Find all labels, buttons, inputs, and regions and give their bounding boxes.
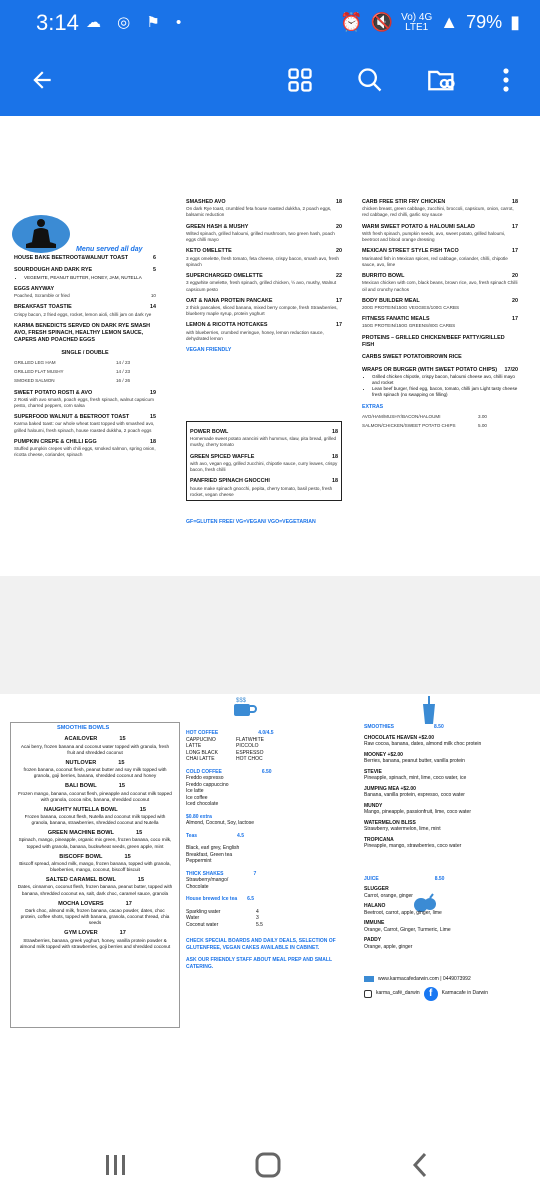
menu-item-description	[186, 231, 342, 243]
thick-shakes-items: Strawberry/mango/ Chocolate	[186, 877, 229, 890]
status-bar	[0, 0, 540, 44]
juice-name: HALANO	[364, 903, 386, 909]
menu-item-title	[14, 323, 156, 345]
bowl-description: frozen banana, coconut flesh, peanut butter and soy milk topped with granola, goji berries, banana, shredded coconut and honey	[23, 767, 167, 779]
menu-item-price: 20	[336, 223, 342, 230]
back-chevron-icon	[411, 1152, 429, 1178]
smoothies-price: 8.50	[434, 724, 444, 730]
bowl-title	[17, 877, 173, 884]
section-heading: EXTRAS	[362, 403, 384, 410]
menu-row-price: 5.00	[478, 422, 487, 428]
search-button[interactable]	[350, 60, 390, 100]
description-text: house make spinach gnocchi, pepita, cherry tomato, basil pesto, fresh rocket, vegan cheese	[190, 485, 333, 497]
menu-item-title	[186, 224, 342, 231]
home-icon	[255, 1152, 281, 1178]
bowl-description: Biscoff spread, almond milk, mango, frozen banana, topped with granola, blueberries, mango, coconut, biscoff biscuit	[19, 860, 171, 873]
teas-price: 4.5	[237, 832, 244, 839]
menu-item-price: 18	[332, 478, 338, 485]
menu-item-title	[362, 298, 518, 305]
menu-item-description	[190, 436, 338, 448]
app-bar	[0, 44, 540, 116]
bowl-name: NUTLOVER	[65, 759, 97, 766]
water-price: 3	[256, 915, 259, 921]
hot-coffee-list	[186, 737, 356, 763]
menu-item-title	[362, 354, 518, 361]
menu-item-name: KARMA BENEDICTS SERVED ON DARK RYE SMASH AVO, FRESH SPINACH, HEALTHY LEMON SAUCE, CAPERS AND POACHED EGGS	[14, 322, 151, 344]
description-text: 2 thick pancakes, sliced banana, mixed berry compote, fresh Strawberries, blueberry maple syrup, protein yoghurt	[186, 304, 338, 317]
recent-apps-icon	[104, 1154, 128, 1176]
menu-row-name: AVO/HAM/MUSHY/BACON/HALOUMI	[362, 413, 441, 419]
menu-item-description	[14, 421, 156, 433]
menu-item-price: 14	[150, 304, 156, 311]
instagram-handle: karma_café_darwin	[376, 990, 420, 997]
signal-icon: ▲	[440, 12, 459, 32]
menu-bullet-list	[362, 386, 518, 398]
menu-item-description	[186, 280, 342, 292]
menu-item-description	[362, 206, 518, 218]
menu-item-description	[186, 206, 342, 218]
menu-item-description	[14, 446, 156, 458]
status-time: 3:14	[36, 10, 79, 35]
menu-row-name: SMOKED SALMON	[14, 378, 55, 384]
bowl-description: Acai berry, frozen banana and coconut water topped with granola, fresh fruit and shredded coconut	[20, 743, 170, 755]
teas-items: Black, earl grey, English Breakfast, Green tea Peppermint	[186, 845, 240, 864]
menu-item-description	[186, 256, 342, 268]
menu-item-title	[14, 286, 156, 293]
bowl-description: Dark choc, almond milk, frozen banana, cacao powder, dates, choc protein, coffee shots, topped with banana, granola, coconut thread, chia seeds	[20, 907, 170, 926]
menu-item-price: 22	[336, 273, 342, 280]
svg-text:$$$: $$$	[236, 698, 247, 704]
cold-coffee-list	[186, 775, 356, 808]
bowl-title	[17, 830, 173, 837]
menu-item-description	[190, 486, 338, 498]
grid-icon	[286, 66, 314, 94]
menu-item-title	[362, 335, 518, 350]
menu-item-price: 17	[512, 248, 518, 255]
page-gap	[0, 576, 540, 694]
smoothie-name: TROPICANA	[364, 836, 394, 843]
bowl-title	[17, 930, 173, 937]
juice-description: Orange, apple, ginger	[364, 943, 413, 950]
menu-item-price: 6	[153, 255, 156, 261]
menu-item-price: 17	[336, 322, 342, 329]
menu-price-row	[14, 360, 156, 366]
recent-apps-button[interactable]	[94, 1150, 138, 1180]
menu-item-price: 18	[512, 199, 518, 205]
menu-item-price: 18	[150, 438, 156, 445]
document-viewer[interactable]	[0, 116, 540, 1128]
menu-item-description	[14, 397, 156, 409]
menu-item-name: PROTEINS – GRILLED CHICKEN/BEEF PATTY/GRILLED FISH	[362, 334, 505, 348]
menu-item-description	[186, 330, 342, 342]
smoothies-juice-column	[364, 724, 504, 1001]
menu-item-description	[190, 461, 338, 473]
description-text: Poached, Scramble or fried	[14, 293, 70, 299]
menu-item-price: 18	[336, 199, 342, 205]
bowl-title	[17, 736, 173, 743]
menu-item-title	[186, 248, 342, 255]
water-price: 4	[256, 908, 259, 915]
menu-row-price: 16 / 26	[116, 378, 131, 384]
juice-list	[364, 886, 504, 950]
description-text: 3 eggwhite omelette, fresh spinach, grilled chicken, ½ avo, mushy, Walnut capsicum pesto	[186, 280, 337, 292]
juice-description: Carrot, orange, ginger	[364, 892, 413, 899]
description-text: 2 Rosti with avo smash, poach eggs, fresh spinach, walnut capsicum pesto, charred peppers, corn salsa	[14, 396, 154, 408]
description-text: Karma baked toast: our whole wheat toast topped with smashed avo, grilled haloumi, fresh spinach, house roasted dukkha, 2 poach eggs	[14, 421, 155, 433]
menu-page-1	[0, 194, 540, 574]
battery-icon: ▮	[510, 12, 520, 32]
smoothie-description: Pineapple, spinach, mint, lime, coco water, ice	[364, 775, 467, 781]
menu-row-name: GRILLED FLAT MUSHY	[14, 369, 64, 375]
menu-item-name: LEMON & RICOTTA HOTCAKES	[186, 322, 268, 329]
menu-item-title	[362, 224, 518, 231]
menu-item-name: WARM SWEET POTATO & HALOUMI SALAD	[362, 223, 475, 230]
menu-item-title	[190, 429, 338, 436]
hot-coffee-title: HOT COFFEE	[186, 730, 219, 736]
menu-item-description	[14, 293, 156, 299]
menu-item-name: GREEN SPICED WAFFLE	[190, 453, 255, 460]
social-line	[364, 987, 504, 1001]
bowl-name: BISCOFF BOWL	[59, 853, 103, 860]
hot-coffee-item: ESPRESSO	[236, 749, 264, 756]
description-text: Wilted spinach, grilled haloumi, grilled mushroom, two green hash, poach eggs chilli mayo	[186, 230, 335, 243]
bowl-title	[17, 783, 173, 790]
smoothie-description: Strawberry, watermelon, lime, mint	[364, 826, 441, 832]
juice-description: Beetroot, carrot, apple, ginger, lime	[364, 909, 442, 916]
bowl-name: NAUGHTY NUTELLA BOWL	[44, 806, 118, 813]
menu-bullet: • VEGEMITE, PEANUT BUTTER, HONEY, JAM, NUTELLA	[24, 275, 156, 281]
menu-item-name: BURRITO BOWL	[362, 273, 405, 280]
menu-column-left	[14, 250, 156, 459]
smoothie-bowls-box	[10, 722, 180, 1028]
menu-item-name: SUPERFOOD WALNUT & BEETROOT TOAST	[14, 414, 130, 421]
extra-milk-title: $0.80 extra	[186, 813, 212, 820]
menu-item-name: CARBS SWEET POTATO/BROWN RICE	[362, 354, 462, 361]
smoothie-bowls-title: SMOOTHIE BOWLS	[57, 725, 110, 731]
description-text: 150G PROTEIN/150G GREENS/80G CARBS	[362, 323, 456, 329]
menu-page-2	[0, 694, 540, 1094]
menu-item-name: HOUSE BAKE BEETROOT&WALNUT TOAST	[14, 255, 129, 261]
description-text: On dark Rye toast, crumbled feta house roasted dukkha, 2 poach eggs, balsamic reduction	[186, 206, 332, 218]
juice-price: 8.50	[434, 875, 445, 882]
menu-item-name: POWER BOWL	[190, 429, 229, 435]
menu-item-title	[14, 414, 156, 421]
alarm-icon: ⏰	[340, 12, 363, 32]
menu-item-title	[362, 248, 518, 255]
bowl-title	[17, 854, 173, 861]
menu-subheading: SINGLE / DOUBLE	[61, 349, 109, 356]
smoothie-description: Berries, banana, peanut butter, vanilla protein	[364, 758, 465, 764]
back-arrow-icon	[29, 67, 55, 93]
menu-item-title	[186, 199, 342, 206]
water-list	[186, 909, 356, 929]
hot-coffee-item: HOT CHOC	[236, 756, 263, 762]
menu-bullet-list	[14, 275, 156, 281]
menu-item-name: PANFRIED SPINACH GNOCCHI	[190, 478, 270, 485]
back-nav-button[interactable]	[398, 1150, 442, 1180]
smoothie-list	[364, 735, 504, 850]
menu-item-name: BREAKFAST TOASTIE	[14, 304, 72, 311]
menu-item-price: 19	[150, 389, 156, 396]
smoothie-description: Mango, pineapple, passionfruit, lime, coco water	[364, 809, 472, 815]
bowl-price: 15	[118, 759, 125, 766]
buddha-logo-icon	[12, 214, 70, 254]
facebook-icon: f	[424, 987, 438, 1001]
bowl-name: SALTED CARAMEL BOWL	[45, 877, 116, 884]
juice-name: SLUGGER	[364, 886, 389, 892]
menu-item-title	[14, 255, 156, 262]
bowl-price: 17	[119, 930, 126, 937]
smoothie-description: Pineapple, mango, strawberries, coco water	[364, 843, 462, 849]
menu-item-price: 17	[336, 297, 342, 304]
menu-row-name: SALMON/CHICKEN/SWEET POTATO CHIPS	[362, 422, 456, 428]
grid-view-button[interactable]	[280, 60, 320, 100]
cold-coffee-price: 6.50	[261, 768, 272, 775]
menu-item-price: 17	[512, 316, 518, 323]
drinks-column	[186, 724, 356, 970]
bowl-price: 15	[135, 830, 143, 837]
iced-tea-title: House brewed Ice tea	[186, 896, 238, 902]
website-text: www.karmacafedarwin.com | 0449073992	[378, 976, 471, 982]
menu-item-name: MEXICAN STREET STYLE FISH TACO	[362, 248, 459, 255]
bowl-name: ACAILOVER	[64, 736, 98, 743]
menu-item-name: OAT & NANA PROTEIN PANCAKE	[186, 297, 273, 304]
water-name: Sparkling water	[186, 908, 221, 915]
hot-coffee-price: 4.0/4.5	[258, 730, 274, 736]
menu-column-middle	[186, 194, 342, 354]
thick-shakes-price: 7	[253, 870, 257, 877]
bowl-price: 15	[124, 853, 131, 860]
juice-description: Orange, Carrot, Ginger, Turmeric, Lime	[364, 926, 451, 933]
menu-item-name: SUPERCHARGED OMELETTE	[186, 273, 263, 280]
bowl-name: GYM LOVER	[64, 930, 98, 937]
smoothie-cup-icon	[420, 696, 438, 726]
section-heading: VEGAN FRIENDLY	[186, 347, 232, 354]
hot-coffee-item: FLATWHITE	[236, 736, 264, 743]
menu-item-name: KETO OMELETTE	[186, 248, 232, 255]
menu-item-name: SOURDOUGH AND DARK RYE	[14, 267, 93, 274]
menu-item-name: WRAPS OR BURGER (WITH SWEET POTATO CHIPS)	[362, 366, 498, 373]
menu-item-title	[362, 316, 518, 323]
menu-bullet-list	[362, 374, 518, 386]
facebook-handle: Karmacafe in Darwin	[441, 990, 489, 997]
water-name: Water	[186, 915, 200, 921]
menu-item-title	[362, 273, 518, 280]
folder-link-button[interactable]	[422, 60, 462, 100]
menu-item-description	[362, 305, 518, 311]
menu-item-title	[362, 367, 518, 374]
bowl-description: Frozen banana, coconut flesh, Nutella and coconut milk topped with granola, banana, strawberries, shredded coconut and Nutella	[24, 813, 166, 826]
description-text: Crispy bacon, 2 fried eggs, rocket, lemon aioli, chilli jam on dark rye	[14, 311, 152, 317]
menu-item-name: BODY BUILDER MEAL	[362, 297, 420, 304]
menu-bullet: • Lean beef burger, fried egg, bacon, tomato, chilli jam Light tasty cheese fresh spinach (no swapping on filling)	[372, 386, 518, 398]
juice-name: PADDY	[364, 937, 382, 943]
description-text: chicken breast, green cabbage, zucchini, broccoli, capsicum, onion, carrot, red cabbage, red chilli, garlic soy sauce	[362, 206, 514, 218]
notification-icons: ☁ ◎ ⚑ •	[86, 14, 188, 31]
more-options-button[interactable]	[486, 60, 526, 100]
battery-text: 79%	[466, 12, 503, 32]
menu-item-price: 18	[332, 453, 338, 460]
menu-price-row	[14, 378, 156, 384]
navigation-bar	[0, 1128, 540, 1200]
menu-item-title	[190, 478, 338, 485]
smoothie-description: Banana, vanilla protein, espresso, coco water	[364, 792, 465, 798]
bowl-description: Dates, cinnamon, coconut flesh, frozen banana, peanut butter, topped with banana, shredded coconut ea, salt, dark choc, caramel sauce, granola	[17, 884, 173, 896]
hot-coffee-item: LATTE	[186, 743, 202, 749]
notice-catering: ASK OUR FRIENDLY STAFF ABOUT MEAL PREP AND SMALL CATERING.	[186, 957, 332, 970]
menu-item-price: 20	[336, 248, 342, 255]
thick-shakes-title: THICK SHAKES	[186, 870, 224, 877]
description-text: With fresh spinach, pumpkin seeds, avo, sweet potato, grilled haloumi, beetroot and blood orange dressing	[362, 230, 506, 243]
water-name: Coconut water	[186, 921, 219, 928]
description-text: 200G PROTEIN/150G VEGGIES/100G CARBS	[362, 304, 460, 310]
hot-coffee-item: LONG BLACK	[186, 749, 218, 756]
description-text: with blueberries, crumbed meringue, honey, lemon reduction sauce, dehydrated lemon	[186, 329, 324, 341]
back-button[interactable]	[22, 60, 62, 100]
menu-item-title	[14, 439, 156, 446]
smoothies-title: SMOOTHIES	[364, 724, 395, 730]
description-text: Mexican chicken with corn, black beans, brown rice, avo, fresh spinach Chilli oil and crunchy nachos	[362, 280, 518, 292]
extra-milk-items: Almond, Coconut, Soy, lactose	[186, 820, 254, 826]
smoothie-description: Raw cocoa, banana, dates, almond milk choc protein	[364, 741, 482, 747]
menu-row-price: 14 / 23	[116, 369, 131, 375]
description-text: Marinated fish in Mexican spices, red cabbage, coriander, chilli, chipotle sauce, avo, lime	[362, 255, 508, 267]
menu-item-price: 15	[150, 414, 156, 421]
menu-item-description	[186, 305, 342, 317]
smoothie-name: MOONEY +$2.00	[364, 751, 403, 758]
smoothie-name: JUMPING MEA +$2.00	[364, 785, 416, 792]
menu-row-name: GRILLED LEG HAM	[14, 359, 56, 365]
hot-coffee-item: CHAI LATTE	[186, 756, 215, 762]
menu-column-right	[362, 194, 518, 429]
menu-item-price: 18	[332, 429, 338, 435]
bowl-price: 15	[118, 783, 125, 790]
hot-coffee-item: CAPPUCINO	[186, 736, 216, 743]
search-icon	[356, 66, 384, 94]
vegan-box	[186, 418, 342, 501]
network-indicator: Vo) 4G LTE1	[401, 11, 433, 33]
vegan-box-inner	[186, 421, 342, 501]
juice-name: IMMUNE	[364, 920, 385, 926]
folder-link-icon	[427, 66, 457, 94]
menu-item-price: 10	[150, 293, 156, 299]
menu-item-name: GREEN HASH & MUSHY	[186, 223, 249, 230]
bowl-description: Spinach, mango, pineapple, organic mix green, frozen banana, coco milk, topped with granola, banana, buckwheat seeds, green apple, mint	[18, 837, 172, 849]
status-right	[340, 12, 520, 33]
cold-coffee-item: Freddo espresso	[186, 775, 224, 781]
description-text: Homemade sweet potato arancini with hummus, slaw, pita bread, grilled mushy, cherry tomato	[190, 436, 337, 448]
menu-item-price: 17/20	[504, 366, 518, 373]
menu-row-price: 3.00	[478, 413, 487, 419]
bowl-name: MOCHA LOVERS	[58, 900, 104, 907]
bowl-title	[17, 901, 173, 908]
description-text: 3 eggs omelette, fresh tomato, feta cheese, crispy bacon, smash avo, fresh spinach	[186, 255, 339, 267]
menu-item-price: 20	[512, 273, 518, 280]
bowl-name: GREEN MACHINE BOWL	[47, 830, 114, 837]
bowl-price: 17	[125, 900, 132, 907]
menu-item-name: SMASHED AVO	[186, 199, 226, 205]
website-line	[364, 976, 504, 983]
menu-item-price: 17	[512, 223, 518, 230]
coffee-cup-icon	[232, 696, 258, 718]
home-button[interactable]	[246, 1150, 290, 1180]
menu-item-title	[190, 454, 338, 461]
menu-row-price: 14 / 23	[116, 359, 131, 365]
menu-price-row	[362, 414, 518, 420]
cold-coffee-item: Ice coffee	[186, 794, 208, 801]
cold-coffee-item: Freddo cappuccino	[186, 781, 229, 788]
menu-item-name: CARB FREE STIR FRY CHICKEN	[362, 199, 446, 205]
bowl-price: 15	[137, 877, 145, 884]
juice-title: JUICE	[364, 875, 379, 882]
smoothie-name: STEVIE	[364, 768, 382, 775]
iced-tea-price: 6.5	[247, 896, 255, 902]
more-vert-icon	[502, 67, 510, 93]
menu-item-name: FITNESS FANATIC MEALS	[362, 316, 430, 323]
menu-item-description	[362, 256, 518, 268]
bowl-title	[17, 760, 173, 767]
menu-item-name: EGGS ANYWAY	[14, 285, 55, 292]
menu-banner: Menu served all day	[76, 246, 143, 253]
description-text: Stuffed pumpkin crepes with chili eggs, smoked salmon, spring onion, ricotta cheese, coriander, spinach	[14, 446, 156, 458]
menu-item-name: PUMPKIN CREPE & CHILLI EGG	[14, 438, 97, 445]
instagram-icon	[364, 990, 372, 998]
cold-coffee-item: Iced chocolate	[186, 801, 219, 807]
menu-item-title	[14, 304, 156, 311]
cold-coffee-title: COLD COFFEE	[186, 768, 222, 775]
menu-item-price: 20	[512, 297, 518, 304]
water-price: 5.5	[256, 921, 263, 928]
menu-item-description	[362, 323, 518, 329]
water-row	[186, 922, 356, 929]
menu-price-row	[362, 423, 518, 429]
legend-line: GF=GLUTEN FREE/ VG=VEGAN/ VGO=VEGETARIAN	[186, 519, 316, 525]
bowl-name: BALI BOWL	[65, 783, 97, 790]
web-icon	[364, 976, 374, 982]
menu-item-title	[186, 298, 342, 305]
notice-specials: CHECK SPECIAL BOARDS AND DAILY DEALS, SELECTION OF GLUTENFREE, VEGAN CAKES AVAILABLE IN CABINET.	[186, 938, 336, 951]
cold-coffee-item: Ice latte	[186, 788, 204, 794]
teas-title: Teas	[186, 832, 198, 839]
menu-item-title	[186, 322, 342, 329]
bowl-description: Frozen mango, banana, coconut flesh, pineapple and coconut milk topped with granola, cocoa nibs, banana, shredded coconut	[18, 790, 172, 802]
menu-item-description	[362, 280, 518, 292]
menu-item-title	[14, 267, 156, 274]
menu-item-price: 5	[153, 267, 156, 274]
bowl-price: 15	[139, 806, 146, 813]
smoothie-name: CHOCOLATE HEAVEN +$2.00	[364, 734, 434, 741]
description-text: with avo, vegan egg, grilled zucchini, chipotle sauce, curry leaves, crispy bacon, fresh chilli	[190, 460, 338, 473]
bowl-title	[17, 807, 173, 814]
hot-coffee-item: PICCOLO	[236, 743, 259, 749]
smoothie-name: WATERMELON BLISS	[364, 819, 416, 826]
menu-item-description	[362, 231, 518, 243]
menu-bullet: • Grilled chicken chipotle, crispy bacon, haloumi cheese avo, chilli mayo and rocket	[372, 374, 518, 386]
smoothie-name: MUNDY	[364, 802, 383, 809]
mute-icon: 🔇	[370, 12, 394, 32]
menu-price-row	[14, 369, 156, 375]
menu-item-description	[14, 312, 156, 318]
bowl-description: Strawberries, banana, greek yoghurt, honey, vanilla protein powder & almond milk topped with strawberries, goji berries and shredded coconut	[19, 937, 171, 949]
menu-item-title	[362, 199, 518, 206]
bowl-price: 15	[119, 736, 126, 743]
menu-item-title	[14, 390, 156, 397]
menu-item-name: SWEET POTATO ROSTI & AVO	[14, 389, 93, 396]
